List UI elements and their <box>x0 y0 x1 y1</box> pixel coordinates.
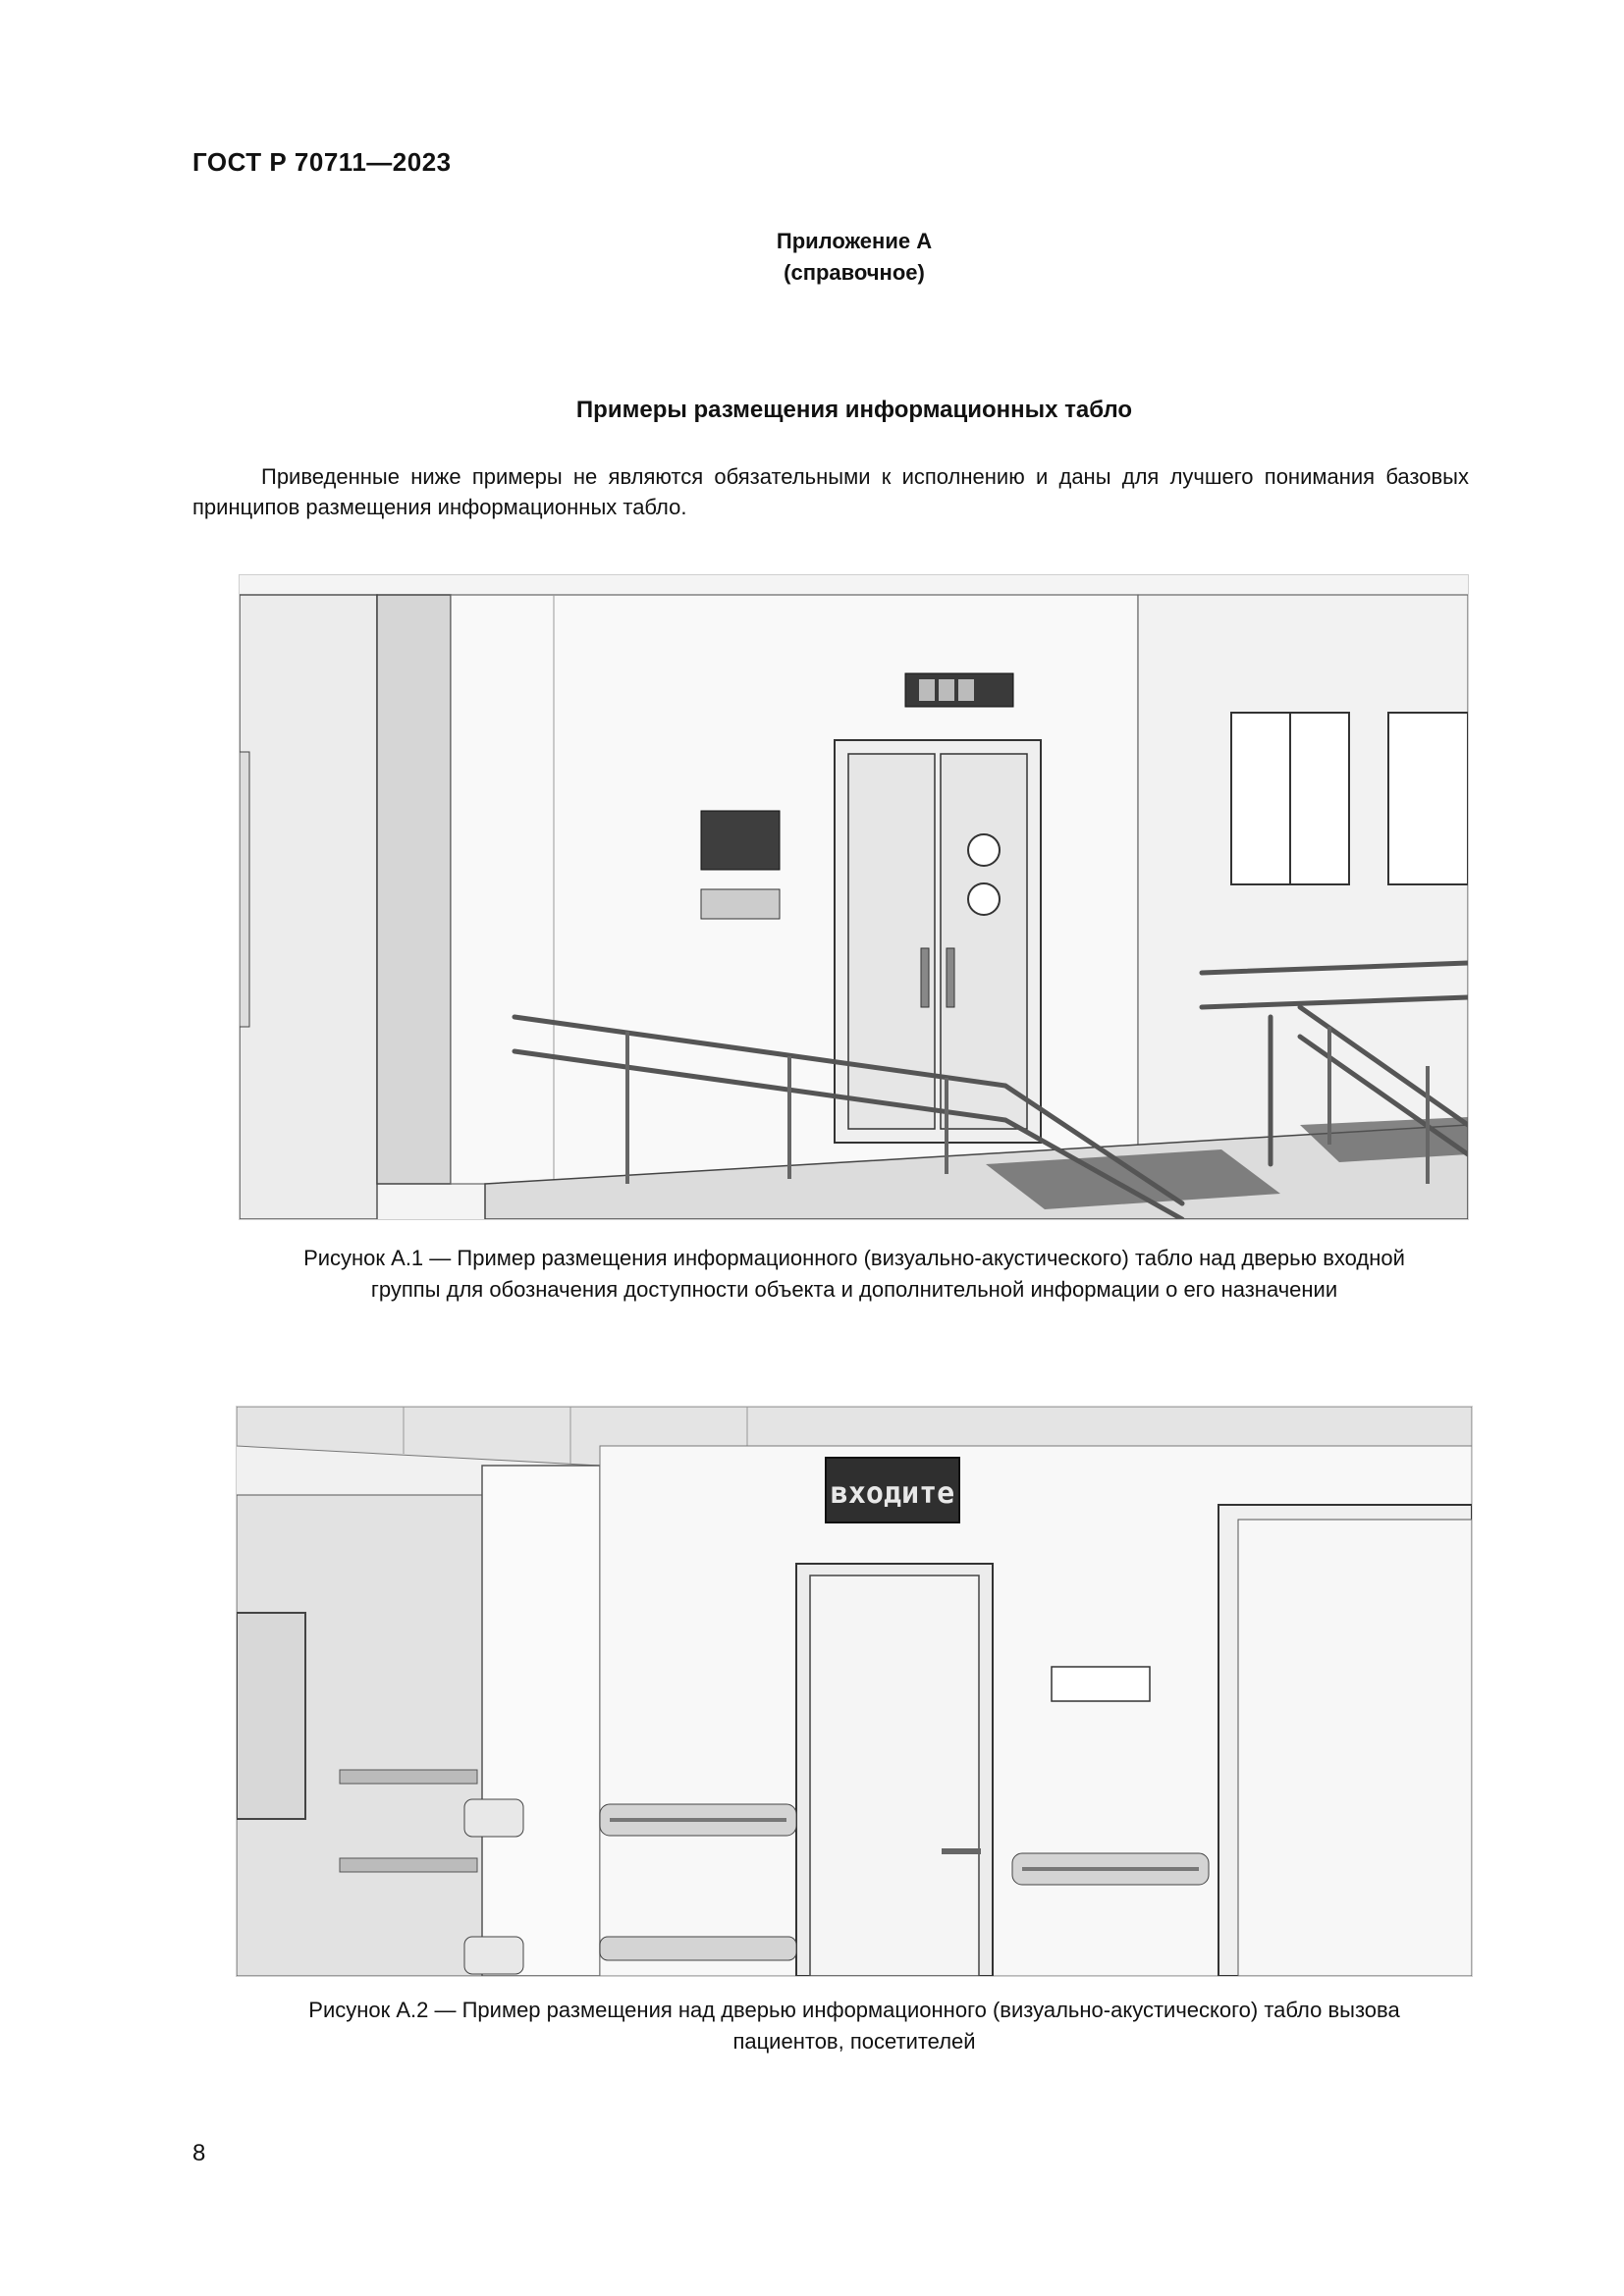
figure-a2-image <box>236 1406 1473 1977</box>
figure-a2-caption-line1: Рисунок А.2 — Пример размещения над дверью информационного (визуально-акустического) табло вызова <box>308 1998 1400 2022</box>
document-number: ГОСТ Р 70711—2023 <box>192 147 452 177</box>
appendix-type: (справочное) <box>784 260 925 285</box>
figure-a1-caption-line1: Рисунок А.1 — Пример размещения информационного (визуально-акустического) табло над дверью входной <box>303 1246 1405 1270</box>
appendix-title: Приложение А <box>776 229 933 253</box>
section-title: Примеры размещения информационных табло <box>575 397 1133 423</box>
figure-a1-image <box>239 574 1469 1220</box>
led-call-sign <box>826 1458 959 1522</box>
intro-paragraph <box>192 461 1469 522</box>
figure-a2-caption <box>196 1995 1512 2057</box>
info-board-above-door <box>905 673 1013 707</box>
figure-a2-caption-line2: пациентов, посетителей <box>732 2029 976 2054</box>
entrance-illustration <box>240 575 1468 1219</box>
led-sign-text: входите <box>830 1476 955 1511</box>
figure-a1-caption <box>196 1243 1512 1306</box>
corridor-illustration <box>237 1407 1472 1976</box>
figure-a1-caption-line2: группы для обозначения доступности объекта и дополнительной информации о его назначении <box>370 1277 1338 1302</box>
page-number: 8 <box>192 2140 206 2166</box>
intro-text: Приведенные ниже примеры не являются обязательными к исполнению и даны для лучшего понимания базовых принципов размещения информационных табло. <box>192 464 1469 519</box>
